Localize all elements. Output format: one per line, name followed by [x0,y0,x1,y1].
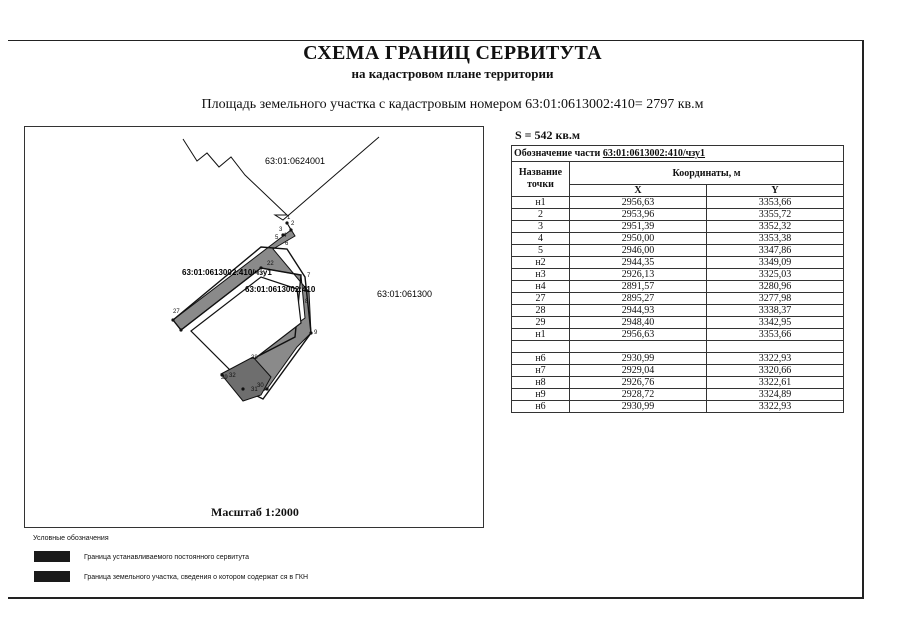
legend-swatch-parcel [34,571,70,582]
page-title: СХЕМА ГРАНИЦ СЕРВИТУТА [303,42,602,64]
table-row [512,221,844,233]
cell-y: 3342,95 [707,317,844,329]
cell-name: 28 [512,305,570,317]
map-scale: Масштаб 1:2000 [211,505,299,519]
cell-name: н2 [512,257,570,269]
cell-y: 3352,32 [707,221,844,233]
coordinates-rows [512,197,844,413]
cell-x: 2895,27 [570,293,707,305]
cell-name: н6 [512,353,570,365]
cell-name: н1 [512,329,570,341]
cell-y: 3324,89 [707,389,844,401]
cell-name: н6 [512,401,570,413]
north-boundary-line [183,137,379,220]
point-label-3: 3 [279,227,283,233]
page-subtitle: на кадастровом плане территории [351,66,554,81]
table-row [512,305,844,317]
table-row [512,329,844,341]
cell-x: 2944,93 [570,305,707,317]
cell-x: 2951,39 [570,221,707,233]
point-label-31: 31 [251,387,258,393]
table-row [512,269,844,281]
cadastral-map [24,126,484,528]
cell-x [570,341,707,353]
legend-text-parcel: Граница земельного участка, сведения о котором содержат ся в ГКН [84,574,309,581]
part-number: 63:01:0613002:410/чзу1 [602,148,706,159]
cell-name: 4 [512,233,570,245]
table-row [512,389,844,401]
point-label-7: 7 [307,273,311,279]
table-row [512,353,844,365]
cell-y: 3349,09 [707,257,844,269]
point-label-30: 30 [257,383,264,389]
cell-y: 3322,93 [707,401,844,413]
table-row [512,377,844,389]
table-row [512,401,844,413]
cell-x: 2950,00 [570,233,707,245]
cell-y: 3320,66 [707,365,844,377]
table-row [512,341,844,353]
point-label-2: 2 [291,221,295,227]
cell-y: 3277,98 [707,293,844,305]
cell-y: 3322,93 [707,353,844,365]
point-label-28: 28 [251,355,258,361]
cell-name: 5 [512,245,570,257]
table-row [512,317,844,329]
table-row [512,197,844,209]
cell-y: 3353,38 [707,233,844,245]
cell-x: 2956,63 [570,197,707,209]
point-label-8: 8 [305,299,309,305]
parcel-area-line: Площадь земельного участка с кадастровым номером 63:01:0613002:410= 2797 кв.м [201,97,704,112]
cell-name: н1 [512,197,570,209]
cell-name: 2 [512,209,570,221]
cell-y: 3355,72 [707,209,844,221]
cell-name: н9 [512,389,570,401]
legend-swatch-easement [34,551,70,562]
cell-y: 3338,37 [707,305,844,317]
cell-x: 2948,40 [570,317,707,329]
cell-x: 2929,04 [570,365,707,377]
cell-x: 2953,96 [570,209,707,221]
map-label-east: 63:01:061300 [377,289,433,299]
cell-x: 2944,35 [570,257,707,269]
cell-x: 2928,72 [570,389,707,401]
part-prefix: Обозначение части [514,148,601,159]
cell-x: 2930,99 [570,353,707,365]
cell-name [512,341,570,353]
cell-name: н3 [512,269,570,281]
cell-name: 3 [512,221,570,233]
table-row [512,293,844,305]
map-label-parcel-a: 63:01:0613002:410/чзу1 [182,268,272,277]
cell-y: 3325,03 [707,269,844,281]
cell-name: 29 [512,317,570,329]
point-label-9: 9 [314,330,318,336]
point-label-27: 27 [173,309,180,315]
cell-name: н7 [512,365,570,377]
cell-name: 27 [512,293,570,305]
point-label-32: 32 [229,373,236,379]
map-label-north: 63:01:0624001 [265,156,326,166]
part-designation [512,146,844,162]
cell-x: 2891,57 [570,281,707,293]
map-drawing [25,127,483,527]
coordinates-table [511,145,844,413]
cell-name: н4 [512,281,570,293]
cell-y: 3280,96 [707,281,844,293]
table-row [512,257,844,269]
cell-x: 2946,00 [570,245,707,257]
table-row [512,233,844,245]
cell-x: 2926,76 [570,377,707,389]
legend-text-easement: Граница устанавливаемого постоянного сервитута [84,554,250,561]
legend-heading: Условные обозначения [33,535,109,542]
table-row [512,209,844,221]
cell-y: 3353,66 [707,329,844,341]
cell-y: 3347,86 [707,245,844,257]
col-header-coords: Координаты, м [570,162,844,185]
point-label-1: 1 [287,215,291,221]
point-label-22: 22 [267,261,274,267]
easement-area-label: S = 542 кв.м [515,128,581,142]
table-row [512,365,844,377]
cell-x: 2930,99 [570,401,707,413]
table-row [512,245,844,257]
cell-y [707,341,844,353]
cell-y: 3353,66 [707,197,844,209]
point-label-6: 6 [285,241,289,247]
point-label-29: 29 [221,375,228,381]
col-header-x: X [570,185,707,197]
cell-y: 3322,61 [707,377,844,389]
col-header-y: Y [707,185,844,197]
map-label-parcel-b: 63:01:0613002:410 [245,285,316,294]
table-row [512,281,844,293]
cell-name: н8 [512,377,570,389]
point-label-4: 4 [283,233,287,239]
col-header-name: Название точки [512,162,570,197]
cell-x: 2956,63 [570,329,707,341]
point-label-5: 5 [275,235,279,241]
cell-x: 2926,13 [570,269,707,281]
